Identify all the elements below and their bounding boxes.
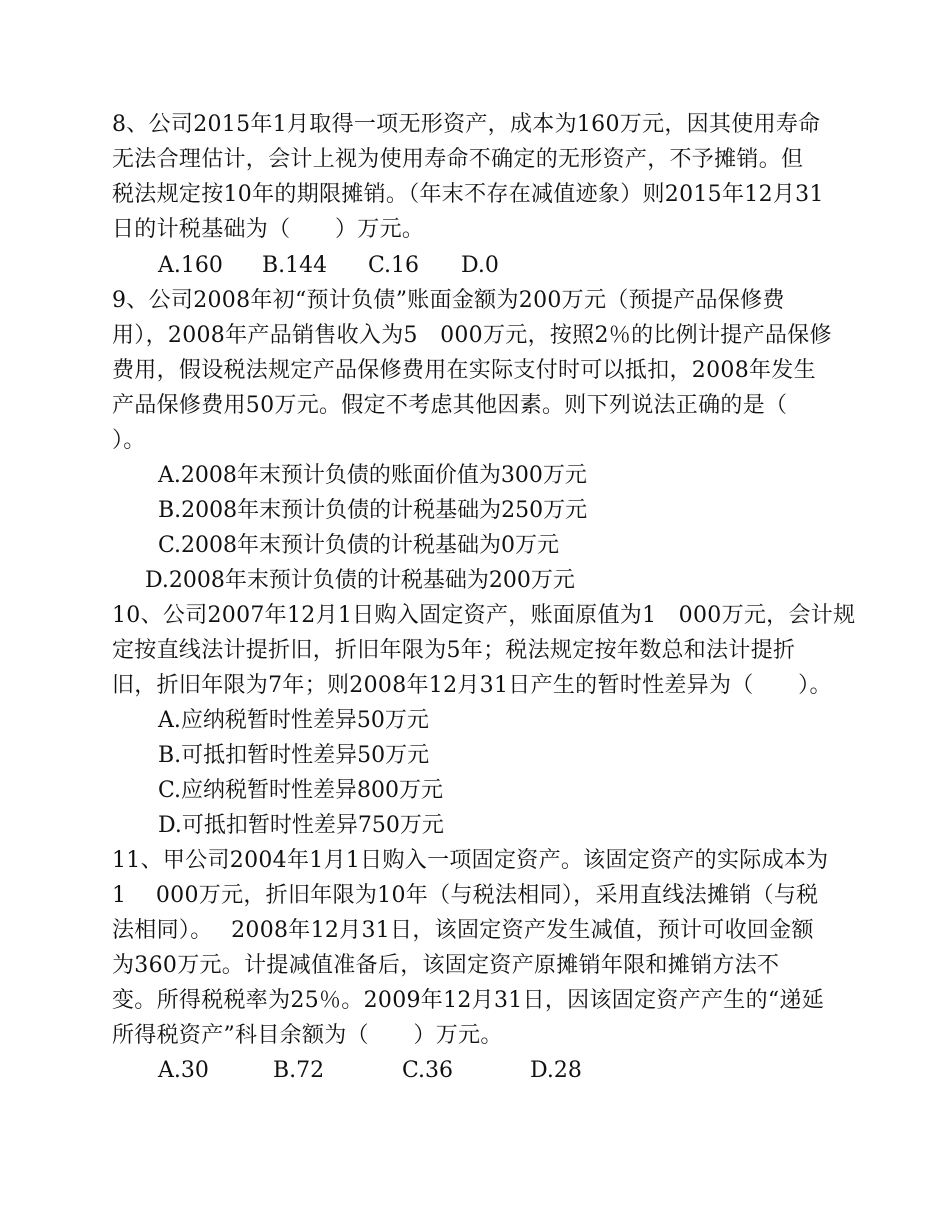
question-8-options [158,248,499,283]
question-10-line-3: 旧，折旧年限为7年；则2008年12月31日产生的暂时性差异为（ ）。 [112,673,832,698]
question-11-line-5: 变。所得税税率为25％。2009年12月31日，因该固定资产产生的“递延 [112,988,825,1013]
question-10-option-d: D.可抵扣暂时性差异750万元 [158,813,444,838]
question-8-option-a: A.160 [158,253,223,278]
question-10-line-1: 10、公司2007年12月1日购入固定资产，账面原值为1 000万元，会计规 [112,603,856,628]
question-11-line-2: 1 000万元，折旧年限为10年（与税法相同），采用直线法摊销（与税 [112,883,819,908]
question-11-option-a: A.30 [158,1058,209,1083]
question-11-options [158,1053,582,1088]
question-9-option-b: B.2008年末预计负债的计税基础为250万元 [158,498,588,523]
question-11-option-b: B.72 [273,1058,325,1083]
question-10 [112,598,856,703]
question-11-line-6: 所得税资产”科目余额为（ ）万元。 [112,1023,503,1048]
question-11-option-c: C.36 [402,1058,454,1083]
question-8-option-b: B.144 [262,253,328,278]
question-8-option-d: D.0 [461,253,499,278]
question-9-line-2: 用），2008年产品销售收入为5 000万元，按照2％的比例计提产品保修 [112,323,832,348]
question-11-line-4: 为360万元。计提减值准备后，该固定资产原摊销年限和摊销方法不 [112,953,780,978]
question-9-line-4: 产品保修费用50万元。假定不考虑其他因素。则下列说法正确的是（ [112,393,788,418]
question-11 [112,843,842,1053]
question-9-line-3: 费用，假设税法规定产品保修费用在实际支付时可以抵扣，2008年发生 [112,358,816,383]
question-9-option-a: A.2008年末预计负债的账面价值为300万元 [158,463,587,488]
question-10-option-a: A.应纳税暂时性差异50万元 [158,708,429,733]
question-8-line-2: 无法合理估计，会计上视为使用寿命不确定的无形资产，不予摊销。但 [112,147,804,172]
question-8-line-3: 税法规定按10年的期限摊销。（年末不存在减值迹象）则2015年12月31 [112,182,824,207]
question-8-line-1: 8、公司2015年1月取得一项无形资产，成本为160万元，因其使用寿命 [112,112,821,137]
question-11-option-d: D.28 [530,1058,582,1083]
question-11-line-3: 法相同）。 2008年12月31日，该固定资产发生减值，预计可收回金额 [112,918,814,943]
question-9 [112,283,842,458]
question-10-line-2: 定按直线法计提折旧，折旧年限为5年；税法规定按年数总和法计提折 [112,638,796,663]
question-9-option-c: C.2008年末预计负债的计税基础为0万元 [158,533,560,558]
question-10-option-b: B.可抵扣暂时性差异50万元 [158,743,430,768]
question-9-line-5: ）。 [112,428,146,453]
question-10-option-c: C.应纳税暂时性差异800万元 [158,778,444,803]
question-9-option-d: D.2008年末预计负债的计税基础为200万元 [145,568,575,593]
question-11-line-1: 11、甲公司2004年1月1日购入一项固定资产。该固定资产的实际成本为 [112,848,829,873]
question-8 [112,107,842,247]
question-9-line-1: 9、公司2008年初“预计负债”账面金额为200万元（预提产品保修费 [112,288,785,313]
question-8-line-4: 日的计税基础为（ ）万元。 [112,217,425,242]
question-8-option-c: C.16 [368,253,420,278]
